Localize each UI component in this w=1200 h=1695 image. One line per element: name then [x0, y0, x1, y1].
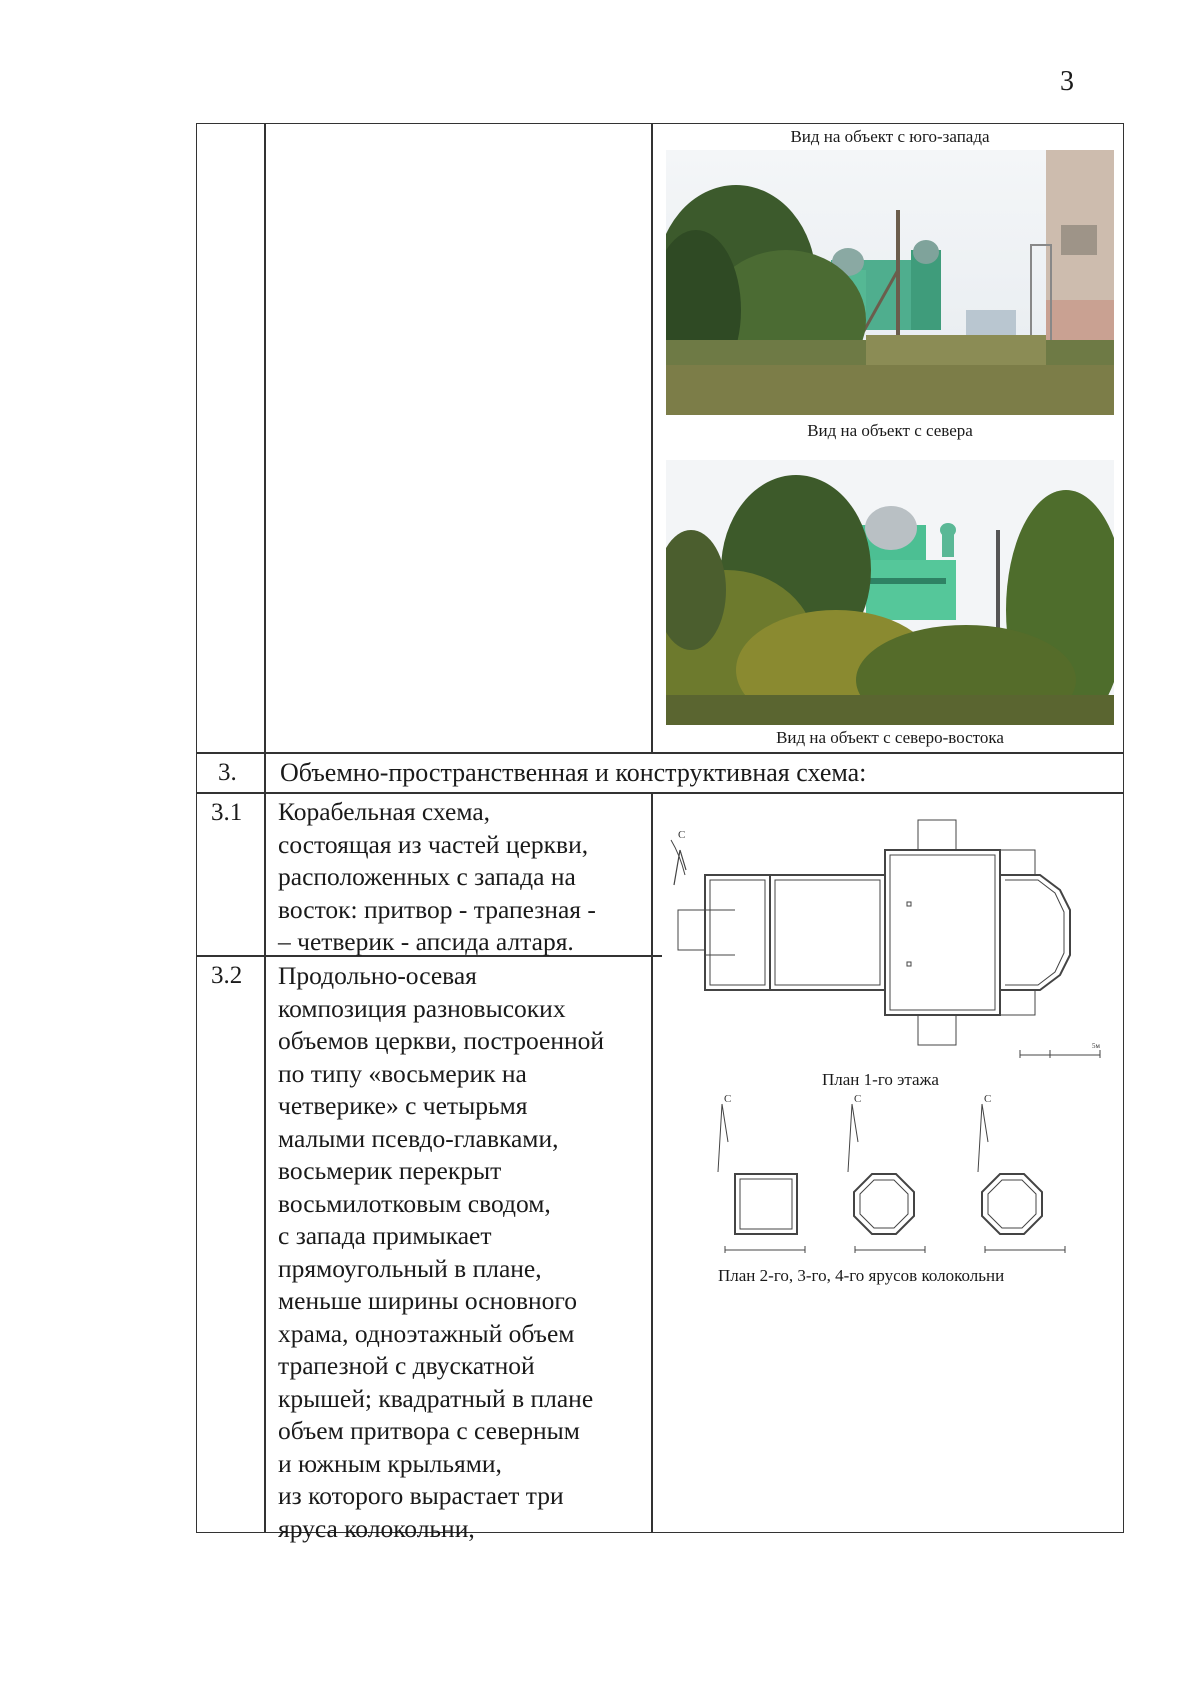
row-3-2-number: 3.2	[211, 962, 243, 989]
row-3-1-line-3: расположенных с запада на	[278, 862, 576, 891]
table-divider-photo	[651, 123, 653, 753]
row-3-2-line-2: композиция разновысоких	[278, 993, 566, 1023]
table-row-border-2	[196, 792, 1124, 794]
row-3-2-line-18: яруса колокольни,	[278, 1513, 475, 1543]
caption-north: Вид на объект с севера	[807, 421, 973, 440]
caption-northeast: Вид на объект с северо-востока	[776, 728, 1004, 747]
table-divider-plan	[651, 792, 653, 1533]
row-3-2-line-5: четверике» с четырьмя	[278, 1091, 528, 1120]
row-3-2-line-16: и южным крыльями,	[278, 1448, 502, 1478]
scale-label-main: 5м	[1092, 1042, 1100, 1050]
row-3-2-line-14: крышей; квадратный в плане	[278, 1383, 594, 1413]
row-3-2-line-15: объем притвора с северным	[278, 1416, 580, 1445]
north-letter-tier3: С	[854, 1093, 862, 1105]
bell-tower-plans	[700, 1092, 1100, 1262]
first-floor-plan	[660, 800, 1120, 1070]
row-3-2-line-7: восьмерик перекрыт	[278, 1156, 502, 1185]
row-3-2-line-11: меньше ширины основного	[278, 1286, 578, 1315]
row-3-2-text	[278, 960, 604, 1545]
row-3-2-line-8: восьмилотковым сводом,	[278, 1188, 551, 1218]
section-3-title: Объемно-пространственная и конструктивная схема:	[280, 758, 867, 787]
row-3-2-line-6: малыми псевдо-главками,	[278, 1123, 559, 1153]
row-3-1-line-5: – четверик - апсида алтаря.	[278, 927, 574, 956]
north-letter-tier2: С	[724, 1093, 732, 1105]
row-3-2-line-12: храма, одноэтажный объем	[278, 1318, 575, 1348]
table-row-border-1	[196, 752, 1124, 754]
caption-southwest: Вид на объект с юго-запада	[790, 127, 990, 146]
first-floor-caption: План 1-го этажа	[822, 1070, 939, 1089]
section-3-number: 3.	[218, 759, 237, 786]
row-3-1-text	[278, 796, 596, 959]
row-3-1-line-1: Корабельная схема,	[278, 797, 491, 826]
row-3-2-line-17: из которого вырастает три	[278, 1481, 564, 1510]
page-number: 3	[1060, 66, 1074, 97]
tiers-caption: План 2-го, 3-го, 4-го ярусов колокольни	[718, 1266, 1005, 1285]
row-3-1-line-2: состоящая из частей церкви,	[278, 829, 589, 859]
row-3-2-line-13: трапезной с двускатной	[278, 1351, 535, 1380]
row-3-2-line-1: Продольно-осевая	[278, 961, 477, 990]
row-3-2-line-4: по типу «восьмерик на	[278, 1058, 527, 1088]
row-3-2-line-3: объемов церкви, построенной	[278, 1026, 605, 1055]
row-3-2-line-10: прямоугольный в плане,	[278, 1253, 542, 1283]
row-3-2-line-9: с запада примыкает	[278, 1221, 492, 1250]
photo-northeast	[666, 460, 1114, 725]
north-letter-main: С	[678, 829, 686, 841]
row-3-1-number: 3.1	[211, 799, 243, 826]
north-letter-tier4: С	[984, 1093, 992, 1105]
table-divider-num	[264, 123, 266, 1533]
row-3-1-line-4: восток: притвор - трапезная -	[278, 894, 596, 924]
photo-north	[666, 150, 1114, 415]
